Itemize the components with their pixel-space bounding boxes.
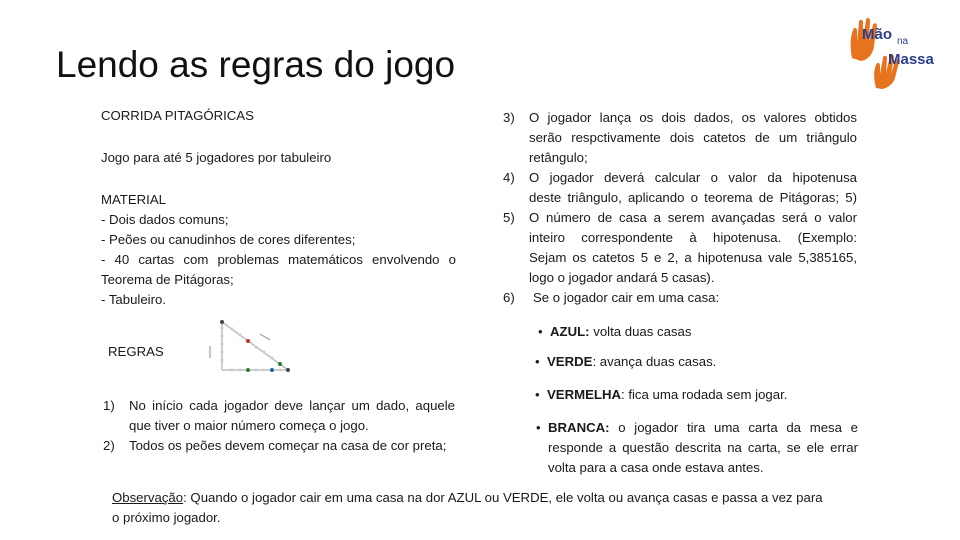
rule-item — [503, 208, 857, 288]
rule-number: 1) — [103, 398, 115, 413]
color-label: VERDE — [547, 354, 593, 369]
rule-text: No início cada jogador deve lançar um dado, aquele — [129, 398, 455, 413]
color-rule-verde — [535, 352, 716, 372]
rule-text: deste triângulo, aplicando o teorema de Pitágoras; 5) — [529, 190, 857, 205]
rules-list-right — [503, 108, 857, 308]
color-text: volta duas casas — [589, 324, 692, 339]
color-rule-azul — [538, 322, 691, 342]
material-heading: MATERIAL — [101, 192, 166, 207]
material-item: Teorema de Pitágoras; — [101, 272, 234, 287]
slide-title: Lendo as regras do jogo — [56, 44, 456, 85]
color-label: AZUL: — [550, 324, 590, 339]
game-heading: CORRIDA PITAGÓRICAS — [101, 108, 254, 123]
color-text: responde a questão descrita na carta, se ele errar — [548, 440, 858, 455]
observation-text: o próximo jogador. — [112, 510, 221, 525]
rule-number: 2) — [103, 438, 115, 453]
material-item: - 40 cartas com problemas matemáticos envolvendo o — [101, 252, 456, 267]
rule-item — [503, 168, 857, 208]
observation-text: : Quando o jogador cair em uma casa na dor AZUL ou VERDE, ele volta ou avança casas e passa a vez para — [183, 490, 823, 505]
mao-na-massa-logo — [846, 14, 938, 90]
bullet: • — [536, 420, 541, 435]
color-text: volta para a casa onde estava antes. — [548, 460, 764, 475]
players-info: Jogo para até 5 jogadores por tabuleiro — [101, 150, 332, 165]
material-item: - Dois dados comuns; — [101, 212, 229, 227]
rule-text: Sejam os catetos 5 e 2, a hipotenusa vale 5,385165, — [529, 250, 857, 265]
rule-text: logo o jogador andará 5 casas). — [529, 270, 715, 285]
color-rule-vermelha — [535, 385, 787, 405]
color-text: : avança duas casas. — [592, 354, 717, 369]
regras-heading: REGRAS — [108, 344, 164, 359]
game-info — [101, 106, 461, 310]
observation-note — [112, 488, 852, 528]
rule-item — [103, 436, 455, 456]
rule-text: O jogador lança os dois dados, os valores obtidos — [529, 110, 857, 125]
logo-text-na: na — [897, 36, 909, 47]
material-item: - Tabuleiro. — [101, 292, 166, 307]
rule-text: Se o jogador cair em uma casa: — [533, 290, 720, 305]
rule-text: Todos os peões devem começar na casa de cor preta; — [129, 438, 447, 453]
observation-label: Observação — [112, 490, 184, 505]
material-item: - Peões ou canudinhos de cores diferentes; — [101, 232, 356, 247]
logo-text-massa: Massa — [888, 51, 934, 68]
bullet: • — [535, 387, 540, 402]
color-text: : fica uma rodada sem jogar. — [621, 387, 788, 402]
color-rule-branca — [536, 418, 858, 478]
color-label: VERMELHA — [547, 387, 621, 402]
rule-number: 4) — [503, 170, 515, 185]
bullet: • — [538, 324, 543, 339]
rule-text: O número de casa a serem avançadas será o valor — [529, 210, 857, 225]
rule-text: que tiver o maior número começa o jogo. — [129, 418, 369, 433]
rule-text: serão respctivamente dois catetos de um triângulo — [529, 130, 857, 145]
logo-text-mao: Mão — [862, 26, 892, 43]
rule-item — [503, 108, 857, 168]
pythagorean-board-diagram — [206, 316, 294, 380]
bullet: • — [535, 354, 540, 369]
rule-item — [503, 288, 857, 308]
rule-text: retângulo; — [529, 150, 588, 165]
color-label: BRANCA: — [548, 420, 610, 435]
rule-number: 3) — [503, 110, 515, 125]
rule-number: 6) — [503, 290, 515, 305]
rule-item — [103, 396, 455, 436]
rules-list-left — [103, 396, 455, 456]
rule-number: 5) — [503, 210, 515, 225]
rule-text: inteiro correspondente à hipotenusa. (Exemplo: — [529, 230, 857, 245]
color-text: o jogador tira uma carta da mesa e — [609, 420, 858, 435]
rule-text: O jogador deverá calcular o valor da hipotenusa — [529, 170, 857, 185]
